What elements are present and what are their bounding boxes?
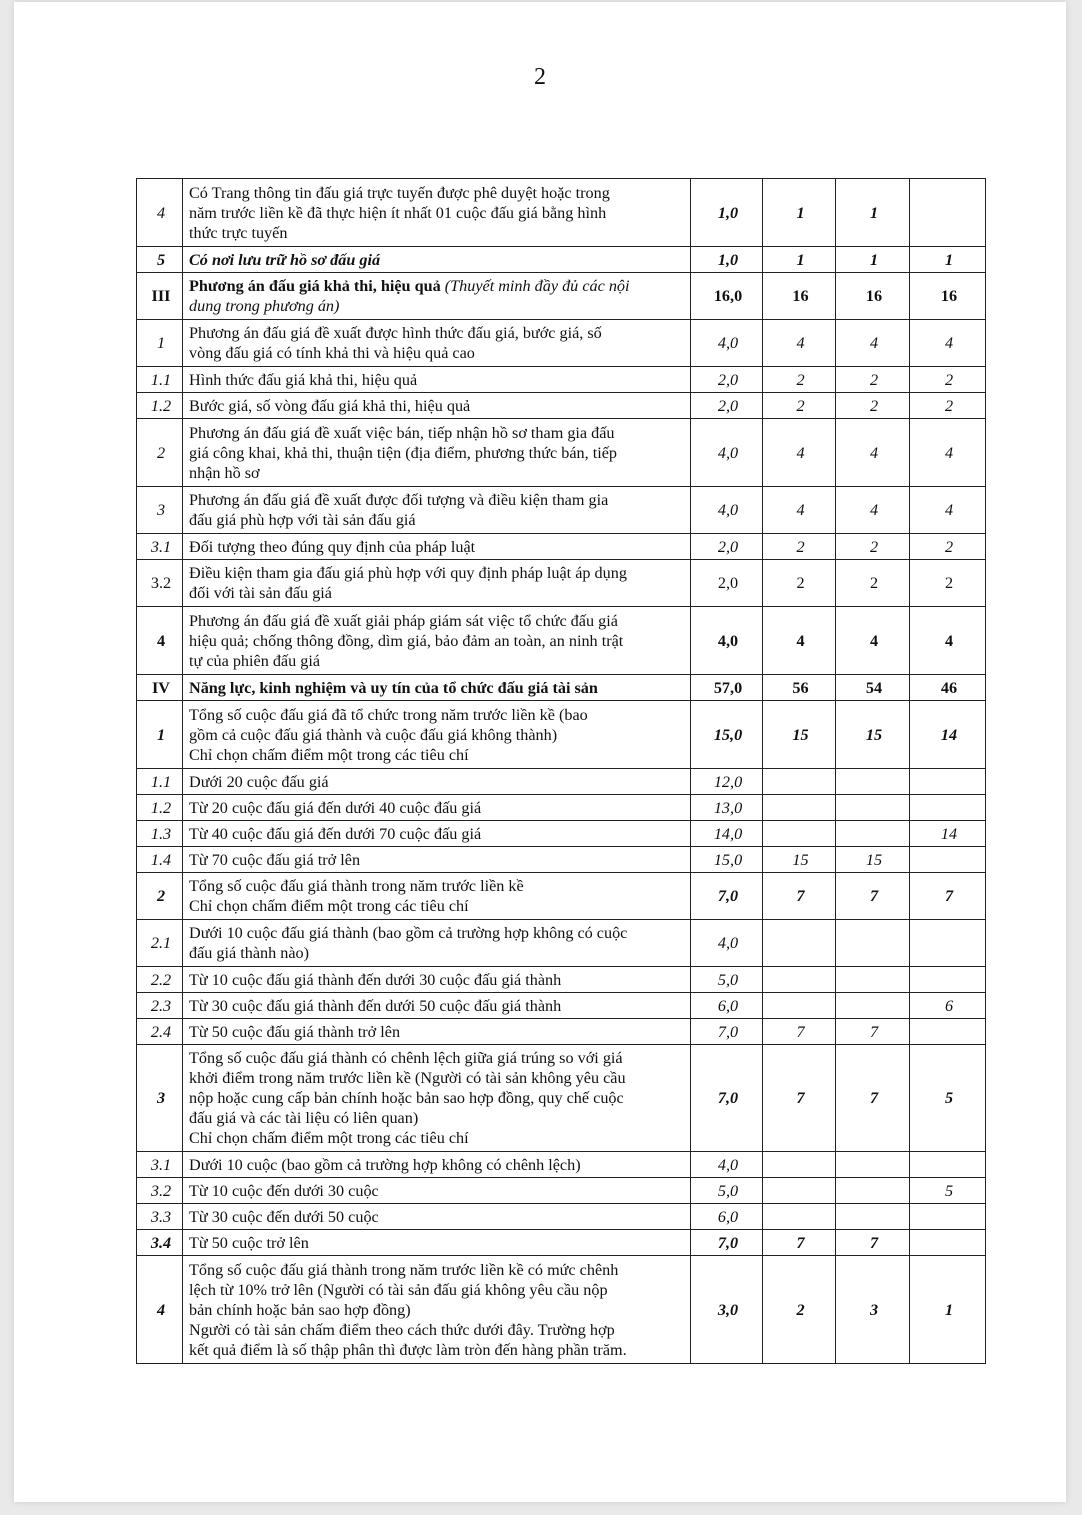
score-cell (763, 920, 836, 967)
criteria-text-line: giá công khai, khả thi, thuận tiện (địa điểm, phương thức bán, tiếp (189, 443, 617, 462)
row-number-cell: 1.3 (137, 821, 183, 847)
table-row (137, 1204, 986, 1230)
table-row (137, 1256, 986, 1364)
criteria-cell (183, 320, 691, 367)
score-cell: 4 (836, 487, 910, 534)
row-number-cell: 3.3 (137, 1204, 183, 1230)
criteria-cell (183, 821, 691, 847)
table-row (137, 1178, 986, 1204)
criteria-cell (183, 795, 691, 821)
max-score-cell: 15,0 (691, 701, 763, 769)
criteria-text-line: Từ 30 cuộc đến dưới 50 cuộc (189, 1207, 379, 1226)
score-cell (836, 967, 910, 993)
criteria-text-line: Từ 70 cuộc đấu giá trở lên (189, 850, 361, 869)
criteria-text-line: lệch từ 10% trở lên (Người có tài sản đấu giá không yêu cầu nộp (189, 1280, 608, 1299)
criteria-text-line: Phương án đấu giá đề xuất việc bán, tiếp nhận hồ sơ tham gia đấu (189, 423, 615, 442)
criteria-text-line: năm trước liền kề đã thực hiện ít nhất 01 cuộc đấu giá bằng hình (189, 203, 607, 222)
score-cell (910, 1152, 986, 1178)
score-cell (836, 795, 910, 821)
row-number-cell: 3 (137, 1045, 183, 1152)
criteria-text-line: Dưới 10 cuộc (bao gồm cả trường hợp không có chênh lệch) (189, 1155, 581, 1174)
max-score-cell: 4,0 (691, 320, 763, 367)
score-cell: 1 (763, 179, 836, 247)
table-row (137, 1019, 986, 1045)
table-row (137, 993, 986, 1019)
table-row (137, 273, 986, 320)
score-cell: 2 (763, 393, 836, 419)
row-number-cell: 3 (137, 487, 183, 534)
criteria-text-line: Dưới 10 cuộc đấu giá thành (bao gồm cả trường hợp không có cuộc (189, 924, 628, 942)
max-score-cell: 7,0 (691, 1045, 763, 1152)
score-cell: 4 (836, 419, 910, 487)
max-score-cell: 16,0 (691, 273, 763, 320)
row-number-cell: 4 (137, 607, 183, 675)
score-cell: 4 (763, 487, 836, 534)
scoring-table-body (137, 179, 986, 1364)
score-cell (763, 1178, 836, 1204)
row-number-cell: 3.4 (137, 1230, 183, 1256)
criteria-cell (183, 967, 691, 993)
score-cell: 2 (763, 367, 836, 393)
table-row (137, 847, 986, 873)
criteria-text-line: nhận hồ sơ (189, 463, 260, 482)
row-number-cell: 1 (137, 701, 183, 769)
score-cell (763, 769, 836, 795)
score-cell: 2 (763, 1256, 836, 1364)
criteria-text-line: Có nơi lưu trữ hồ sơ đấu giá (189, 250, 381, 269)
score-cell: 7 (763, 1230, 836, 1256)
score-cell (763, 1152, 836, 1178)
row-number-cell: 4 (137, 179, 183, 247)
row-number-cell: 5 (137, 247, 183, 273)
criteria-text-line: Có Trang thông tin đấu giá trực tuyến được phê duyệt hoặc trong (189, 183, 610, 202)
score-cell: 4 (910, 607, 986, 675)
criteria-text-line: đấu giá và các tài liệu có liên quan) (189, 1109, 419, 1127)
score-cell: 7 (836, 1045, 910, 1152)
row-number-cell: 3.2 (137, 560, 183, 607)
criteria-cell (183, 1045, 691, 1152)
criteria-text-line: vòng đấu giá có tính khả thi và hiệu quả cao (189, 344, 475, 362)
max-score-cell: 5,0 (691, 1178, 763, 1204)
criteria-text-line: Điều kiện tham gia đấu giá phù hợp với quy định pháp luật áp dụng (189, 564, 627, 582)
criteria-text-line: thức trực tuyến (189, 223, 288, 242)
score-cell: 2 (910, 534, 986, 560)
criteria-text-line: Tổng số cuộc đấu giá đã tổ chức trong năm trước liền kề (bao (189, 705, 588, 724)
score-cell: 2 (836, 534, 910, 560)
max-score-cell: 2,0 (691, 534, 763, 560)
row-number-cell: 2.3 (137, 993, 183, 1019)
row-number-cell: 3.1 (137, 1152, 183, 1178)
max-score-cell: 3,0 (691, 1256, 763, 1364)
criteria-text-line: Người có tài sản chấm điểm theo cách thức dưới đây. Trường hợp (189, 1320, 615, 1339)
score-cell (836, 993, 910, 1019)
scoring-table (136, 178, 986, 1364)
max-score-cell: 5,0 (691, 967, 763, 993)
score-cell: 2 (910, 393, 986, 419)
criteria-cell (183, 1230, 691, 1256)
score-cell (910, 967, 986, 993)
score-cell: 2 (910, 367, 986, 393)
criteria-text-line: Từ 20 cuộc đấu giá đến dưới 40 cuộc đấu giá (189, 798, 482, 817)
criteria-note: (Thuyết minh đầy đủ các nội (444, 277, 630, 295)
criteria-heading: Phương án đấu giá khả thi, hiệu quả (189, 277, 441, 295)
score-cell: 4 (910, 320, 986, 367)
criteria-cell (183, 873, 691, 920)
criteria-text-line: Từ 40 cuộc đấu giá đến dưới 70 cuộc đấu giá (189, 824, 482, 843)
max-score-cell: 2,0 (691, 560, 763, 607)
row-number-cell: III (137, 273, 183, 320)
criteria-text-line: bản chính hoặc bản sao hợp đồng) (189, 1300, 411, 1319)
max-score-cell: 7,0 (691, 1019, 763, 1045)
score-cell (836, 1152, 910, 1178)
score-cell: 7 (910, 873, 986, 920)
score-cell: 6 (910, 993, 986, 1019)
criteria-cell (183, 607, 691, 675)
score-cell: 46 (910, 675, 986, 701)
score-cell: 4 (836, 607, 910, 675)
criteria-text-line: Phương án đấu giá đề xuất được đối tượng và điều kiện tham gia (189, 491, 609, 509)
score-cell: 5 (910, 1178, 986, 1204)
score-cell (910, 920, 986, 967)
max-score-cell: 1,0 (691, 247, 763, 273)
row-number-cell: 1.2 (137, 393, 183, 419)
max-score-cell: 4,0 (691, 1152, 763, 1178)
max-score-cell: 6,0 (691, 1204, 763, 1230)
score-cell: 15 (836, 847, 910, 873)
max-score-cell: 12,0 (691, 769, 763, 795)
criteria-cell (183, 675, 691, 701)
score-cell (910, 847, 986, 873)
document-page (14, 2, 1066, 1502)
criteria-cell (183, 769, 691, 795)
max-score-cell: 4,0 (691, 487, 763, 534)
score-cell: 54 (836, 675, 910, 701)
max-score-cell: 6,0 (691, 993, 763, 1019)
table-row (137, 560, 986, 607)
criteria-cell (183, 1178, 691, 1204)
row-number-cell: 1.1 (137, 367, 183, 393)
score-cell: 7 (836, 873, 910, 920)
criteria-cell (183, 920, 691, 967)
score-cell (910, 1019, 986, 1045)
table-row (137, 534, 986, 560)
criteria-text-line: Tổng số cuộc đấu giá thành trong năm trước liền kề (189, 877, 524, 895)
score-cell: 7 (836, 1230, 910, 1256)
criteria-cell (183, 560, 691, 607)
row-number-cell: 2 (137, 419, 183, 487)
score-cell: 3 (836, 1256, 910, 1364)
criteria-cell (183, 419, 691, 487)
row-number-cell: 3.1 (137, 534, 183, 560)
max-score-cell: 4,0 (691, 920, 763, 967)
table-row (137, 795, 986, 821)
score-cell: 1 (763, 247, 836, 273)
max-score-cell: 57,0 (691, 675, 763, 701)
criteria-text-line: Chỉ chọn chấm điểm một trong các tiêu chí (189, 745, 469, 764)
criteria-text-line: Từ 50 cuộc đấu giá thành trở lên (189, 1022, 401, 1041)
score-cell (763, 1204, 836, 1230)
table-row (137, 1230, 986, 1256)
score-cell: 15 (836, 701, 910, 769)
score-cell (836, 821, 910, 847)
table-row (137, 675, 986, 701)
score-cell: 7 (763, 1019, 836, 1045)
criteria-text-line: Năng lực, kinh nghiệm và uy tín của tổ chức đấu giá tài sản (189, 678, 598, 697)
score-cell (910, 795, 986, 821)
max-score-cell: 13,0 (691, 795, 763, 821)
table-row (137, 487, 986, 534)
criteria-text-line: Từ 50 cuộc trở lên (189, 1233, 309, 1252)
criteria-text-line: Từ 10 cuộc đến dưới 30 cuộc (189, 1181, 379, 1200)
score-cell: 16 (763, 273, 836, 320)
criteria-text-line: tự của phiên đấu giá (189, 651, 321, 670)
criteria-text-line: gồm cả cuộc đấu giá thành và cuộc đấu giá không thành) (189, 725, 558, 744)
criteria-text-line: Đối tượng theo đúng quy định của pháp luật (189, 537, 476, 556)
table-row (137, 367, 986, 393)
criteria-text-line: khởi điểm trong năm trước liền kề (Người có tài sản không yêu cầu (189, 1069, 626, 1087)
criteria-text-line: đối với tài sản đấu giá (189, 584, 332, 602)
max-score-cell: 15,0 (691, 847, 763, 873)
criteria-cell (183, 393, 691, 419)
max-score-cell: 1,0 (691, 179, 763, 247)
score-cell (910, 1230, 986, 1256)
table-row (137, 393, 986, 419)
criteria-cell (183, 847, 691, 873)
score-cell: 1 (910, 247, 986, 273)
max-score-cell: 7,0 (691, 873, 763, 920)
criteria-text-line: Tổng số cuộc đấu giá thành có chênh lệch giữa giá trúng so với giá (189, 1049, 623, 1067)
score-cell: 7 (763, 873, 836, 920)
score-cell: 4 (763, 607, 836, 675)
score-cell (910, 1204, 986, 1230)
row-number-cell: 2.1 (137, 920, 183, 967)
score-cell: 14 (910, 701, 986, 769)
criteria-text-line: kết quả điểm là số thập phân thì được làm tròn đến hàng phần trăm. (189, 1340, 627, 1359)
score-cell (836, 1204, 910, 1230)
table-row (137, 419, 986, 487)
score-cell: 2 (763, 534, 836, 560)
score-cell (763, 967, 836, 993)
criteria-text-line: nộp hoặc cung cấp bản chính hoặc bản sao hợp đồng, quy chế cuộc (189, 1089, 624, 1107)
criteria-text-line: Từ 30 cuộc đấu giá thành đến dưới 50 cuộc đấu giá thành (189, 996, 562, 1015)
criteria-cell (183, 1152, 691, 1178)
row-number-cell: 4 (137, 1256, 183, 1364)
score-cell: 4 (836, 320, 910, 367)
table-row (137, 920, 986, 967)
criteria-cell (183, 534, 691, 560)
max-score-cell: 14,0 (691, 821, 763, 847)
score-cell: 2 (836, 560, 910, 607)
score-cell: 5 (910, 1045, 986, 1152)
criteria-cell (183, 487, 691, 534)
score-cell: 1 (836, 247, 910, 273)
criteria-text-line: hiệu quả; chống thông đồng, dìm giá, bảo đảm an toàn, an ninh trật (189, 631, 624, 650)
criteria-text-line: Dưới 20 cuộc đấu giá (189, 772, 329, 791)
score-cell: 4 (910, 419, 986, 487)
row-number-cell: 3.2 (137, 1178, 183, 1204)
criteria-cell (183, 273, 691, 320)
score-cell (836, 769, 910, 795)
criteria-text-line: Chỉ chọn chấm điểm một trong các tiêu chí (189, 897, 469, 915)
criteria-text-line: Hình thức đấu giá khả thi, hiệu quả (189, 370, 418, 389)
score-cell: 4 (910, 487, 986, 534)
max-score-cell: 4,0 (691, 607, 763, 675)
criteria-text-line: Tổng số cuộc đấu giá thành trong năm trước liền kề có mức chênh (189, 1260, 619, 1279)
score-cell: 4 (763, 419, 836, 487)
max-score-cell: 2,0 (691, 393, 763, 419)
score-cell: 2 (836, 367, 910, 393)
row-number-cell: 1.1 (137, 769, 183, 795)
score-cell: 7 (836, 1019, 910, 1045)
score-cell (836, 1178, 910, 1204)
row-number-cell: 2 (137, 873, 183, 920)
table-row (137, 967, 986, 993)
criteria-cell (183, 1256, 691, 1364)
criteria-cell (183, 367, 691, 393)
criteria-cell (183, 247, 691, 273)
table-row (137, 607, 986, 675)
table-row (137, 179, 986, 247)
score-cell: 7 (763, 1045, 836, 1152)
table-row (137, 1045, 986, 1152)
criteria-cell (183, 993, 691, 1019)
score-cell: 4 (763, 320, 836, 367)
table-row (137, 247, 986, 273)
table-row (137, 320, 986, 367)
table-row (137, 769, 986, 795)
criteria-cell (183, 1204, 691, 1230)
row-number-cell: 2.2 (137, 967, 183, 993)
score-cell (910, 179, 986, 247)
row-number-cell: 2.4 (137, 1019, 183, 1045)
table-row (137, 701, 986, 769)
score-cell: 15 (763, 701, 836, 769)
score-cell: 2 (836, 393, 910, 419)
row-number-cell: 1.2 (137, 795, 183, 821)
score-cell (836, 920, 910, 967)
max-score-cell: 7,0 (691, 1230, 763, 1256)
criteria-cell (183, 179, 691, 247)
score-cell (763, 993, 836, 1019)
score-cell: 56 (763, 675, 836, 701)
score-cell: 14 (910, 821, 986, 847)
criteria-note: dung trong phương án) (189, 297, 340, 315)
score-cell: 1 (910, 1256, 986, 1364)
table-row (137, 873, 986, 920)
max-score-cell: 2,0 (691, 367, 763, 393)
score-cell: 1 (836, 179, 910, 247)
page-number: 2 (534, 64, 546, 90)
row-number-cell: IV (137, 675, 183, 701)
criteria-text-line: đấu giá phù hợp với tài sản đấu giá (189, 511, 416, 529)
criteria-text-line: Phương án đấu giá đề xuất giải pháp giám sát việc tổ chức đấu giá (189, 611, 618, 630)
max-score-cell: 4,0 (691, 419, 763, 487)
score-cell: 15 (763, 847, 836, 873)
criteria-text-line: Phương án đấu giá đề xuất được hình thức đấu giá, bước giá, số (189, 324, 602, 342)
table-row (137, 821, 986, 847)
criteria-text-line: Chỉ chọn chấm điểm một trong các tiêu chí (189, 1129, 469, 1147)
score-cell (763, 821, 836, 847)
criteria-text-line: Từ 10 cuộc đấu giá thành đến dưới 30 cuộc đấu giá thành (189, 970, 562, 989)
criteria-text-line: Bước giá, số vòng đấu giá khả thi, hiệu quả (189, 396, 471, 415)
score-cell (910, 769, 986, 795)
criteria-text-line: đấu giá thành nào) (189, 944, 310, 962)
score-cell: 16 (836, 273, 910, 320)
table-row (137, 1152, 986, 1178)
row-number-cell: 1.4 (137, 847, 183, 873)
score-cell (763, 795, 836, 821)
score-cell: 2 (910, 560, 986, 607)
criteria-cell (183, 701, 691, 769)
criteria-cell (183, 1019, 691, 1045)
row-number-cell: 1 (137, 320, 183, 367)
score-cell: 16 (910, 273, 986, 320)
score-cell: 2 (763, 560, 836, 607)
